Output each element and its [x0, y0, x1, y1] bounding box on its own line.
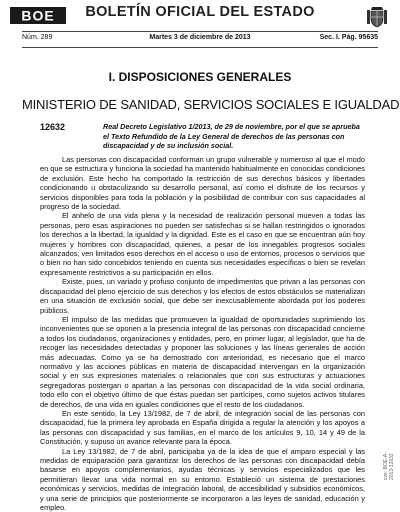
body-paragraph: El impulso de las medidas que promueven la igualdad de oportunidades suprimiendo los inconvenientes que se oponen a la presencia integral de las personas con discapacidad concierne a todos los ciudadanos, organizaciones y entidades, pero, en primer lugar, al legislador, que ha de recoger las necesidades detectadas y proponer las soluciones y las líneas generales de acción más adecuadas. Como ya se ha demostrado con anterioridad, es necesario que el marco normativo y las acciones públicas en materia de discapacidad intervengan en la organización social y en sus expresiones materiales o relacionales que con sus estructuras y actuaciones segregadoras postergan o apartan a las personas con discapacidad de la vida social ordinaria, todo ello con el objetivo último de que éstas puedan ser partícipes, como sujetos activos titulares de derechos, de una vida en iguales condiciones que el resto de los ciudadanos. — [40, 314, 365, 409]
coat-of-arms-icon — [366, 4, 388, 28]
header-rule-top — [22, 31, 378, 32]
decree-number: 12632 — [40, 122, 66, 132]
svg-text:BOE: BOE — [21, 7, 55, 24]
body-paragraph: Existe, pues, un variado y profuso conjunto de impedimentos que privan a las personas con discapacidad del pleno ejercicio de sus derechos y los efectos de estos obstáculos se materializan en una situación de exclusión social, que debe ser inexcusablemente abordada por los poderes públicos. — [40, 277, 365, 315]
issue-number: Núm. 289 — [22, 34, 53, 41]
issue-date: Martes 3 de diciembre de 2013 — [149, 34, 251, 41]
body-paragraph: Las personas con discapacidad conforman un grupo vulnerable y numeroso al que el modo en que se estructura y funciona la sociedad ha mantenido habitualmente en conocidas condiciones de exclusión. Este hecho ha comportado la restricción de sus derechos básicos y libertades condicionando u obstaculizando su desarrollo personal, así como el disfrute de los recursos y servicios disponibles para toda la población y la posibilidad de contribuir con sus capacidades al progreso de la sociedad. — [40, 155, 365, 212]
header-rule-bottom — [22, 47, 378, 48]
section-page: Sec. I. Pág. 95635 — [319, 34, 378, 41]
decree-title: Real Decreto Legislativo 1/2013, de 29 de noviembre, por el que se aprueba el Texto Refundido de la Ley General de derechos de las personas con discapacidad y de su inclusión social. — [103, 122, 360, 150]
body-paragraph: El anhelo de una vida plena y la necesidad de realización personal mueven a todas las personas, pero esas aspiraciones no pueden ser satisfechas si se hallan restringidos o ignorados los derechos a la libertad, la igualdad y la dignidad. Este es el caso en que se encuentran aún hoy mujeres y hombres con discapacidad, quienes, a pesar de los innegables progresos sociales alcanzados, ven limitados esos derechos en el acceso o uso de entornos, procesos o servicios que o bien no han sido concebidos teniendo en cuenta sus necesidades específicas o bien se revelan expresamente restrictivos a su participación en ellos. — [40, 211, 365, 277]
verification-code: cve: BOE-A-2013-12632 — [383, 452, 395, 480]
section-title: I. DISPOSICIONES GENERALES — [108, 70, 292, 84]
gazette-title: BOLETÍN OFICIAL DEL ESTADO — [85, 4, 315, 20]
decree-body — [40, 155, 365, 512]
issue-meta-row — [0, 34, 400, 46]
body-paragraph: La Ley 13/1982, de 7 de abril, participaba ya de la idea de que el amparo especial y las medidas de equiparación para garantizar los derechos de las personas con discapacidad debía basarse en apoyos complementarios, ayudas técnicas y servicios especializados que les permitieran llevar una vida normal en su entorno. Estableció un sistema de prestaciones económicas y servicios, medidas de integración laboral, de accesibilidad y subsidios económicos, y una serie de principios que posteriormente se incorporaron a las leyes de sanidad, educación y empleo. — [40, 446, 365, 512]
body-paragraph: En este sentido, la Ley 13/1982, de 7 de abril, de integración social de las personas con discapacidad, fue la primera ley aprobada en España dirigida a regular la atención y los apoyos a las personas con discapacidad y sus familias, en el marco de los artículos 9, 10, 14 y 49 de la Constitución, y supuso un avance relevante para la época. — [40, 408, 365, 447]
ministry-title: MINISTERIO DE SANIDAD, SERVICIOS SOCIALES E IGUALDAD — [22, 97, 400, 112]
